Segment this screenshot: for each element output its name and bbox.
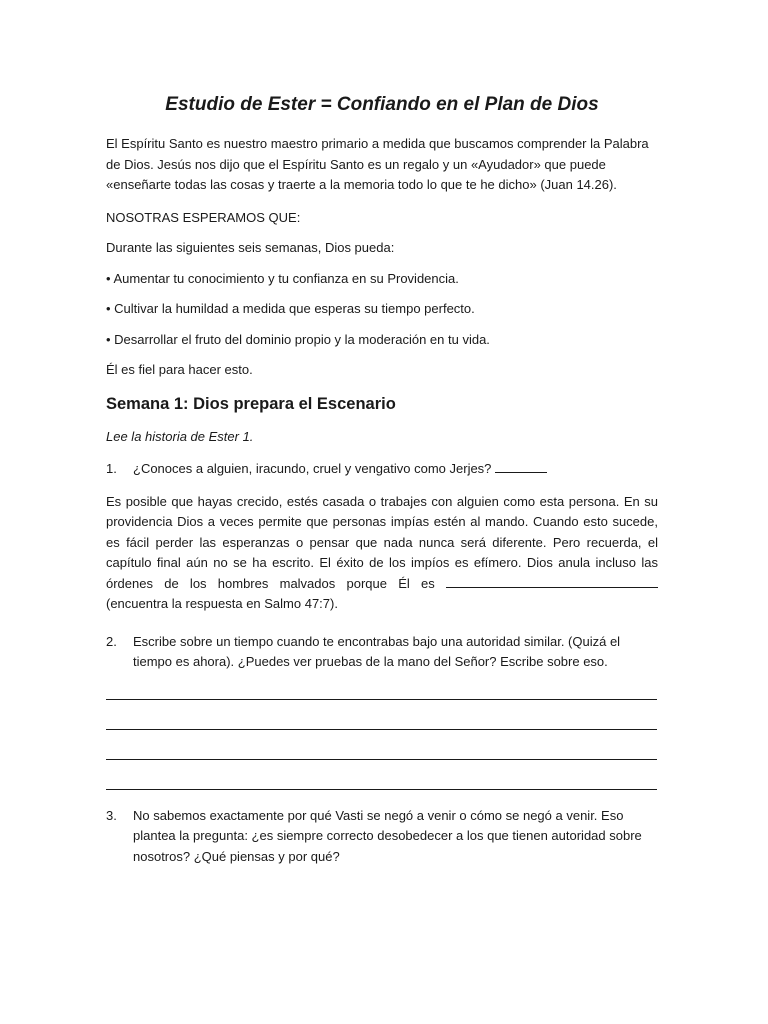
question-3 <box>106 806 658 868</box>
question-1-text: ¿Conoces a alguien, iracundo, cruel y vengativo como Jerjes? <box>133 461 496 476</box>
answer-line[interactable] <box>106 789 657 790</box>
question-text <box>133 459 658 480</box>
context-paragraph <box>106 492 658 615</box>
week-heading: Semana 1: Dios prepara el Escenario <box>106 394 396 413</box>
intro-paragraph: El Espíritu Santo es nuestro maestro primario a medida que buscamos comprender la Palabra de Dios. Jesús nos dijo que el Espíritu Santo es un regalo y un «Ayudador» que puede «enseñarte todas las cosas y traerte a la memoria todo lo que te he dicho» (Juan 14.26). <box>106 136 649 192</box>
faithful-statement: Él es fiel para hacer esto. <box>106 362 253 377</box>
read-instruction: Lee la historia de Ester 1. <box>106 428 254 444</box>
document-page <box>106 92 658 867</box>
answer-blank[interactable] <box>495 460 547 473</box>
bullet-item: • Cultivar la humildad a medida que esperas su tiempo perfecto. <box>106 301 475 316</box>
bullet-item: • Aumentar tu conocimiento y tu confianza en su Providencia. <box>106 270 459 286</box>
bullet-item: • Desarrollar el fruto del dominio propio y la moderación en tu vida. <box>106 331 490 347</box>
answer-line[interactable] <box>106 729 657 730</box>
question-number: 1. <box>106 461 117 476</box>
question-number: 2. <box>106 633 117 649</box>
context-paragraph-ref: (encuentra la respuesta en Salmo 47:7). <box>106 596 338 611</box>
document-title: Estudio de Ester = Confiando en el Plan de Dios <box>165 94 599 115</box>
answer-line[interactable] <box>106 699 657 700</box>
hope-lead: Durante las siguientes seis semanas, Dios pueda: <box>106 240 395 255</box>
hope-heading: NOSOTRAS ESPERAMOS QUE: <box>106 209 301 225</box>
answer-blank[interactable] <box>446 575 658 588</box>
question-text: No sabemos exactamente por qué Vasti se negó a venir o cómo se negó a venir. Eso plantea la pregunta: ¿es siempre correcto desobedecer a los que tienen autoridad sobre nosotros? ¿Qué piensas y por qué? <box>133 807 642 864</box>
answer-line[interactable] <box>106 759 657 760</box>
question-text: Escribe sobre un tiempo cuando te encontrabas bajo una autoridad similar. (Quizá el tiempo es ahora). ¿Puedes ver pruebas de la mano del Señor? Escribe sobre eso. <box>133 633 621 669</box>
context-paragraph-text: Es posible que hayas crecido, estés casada o trabajes con alguien como esta persona. En su providencia Dios a veces permite que personas impías estén al mando. Cuando esto sucede, es fácil perder las esperanzas o pensar que nada nunca será diferente. Pero recuerda, el capítulo final aún no se ha escrito. El éxito de los impíos es efímero. Dios anula incluso las órdenes de los hombres malvados porque Él es <box>106 493 658 591</box>
question-1 <box>106 459 658 480</box>
question-number: 3. <box>106 807 117 823</box>
question-2 <box>106 632 658 673</box>
